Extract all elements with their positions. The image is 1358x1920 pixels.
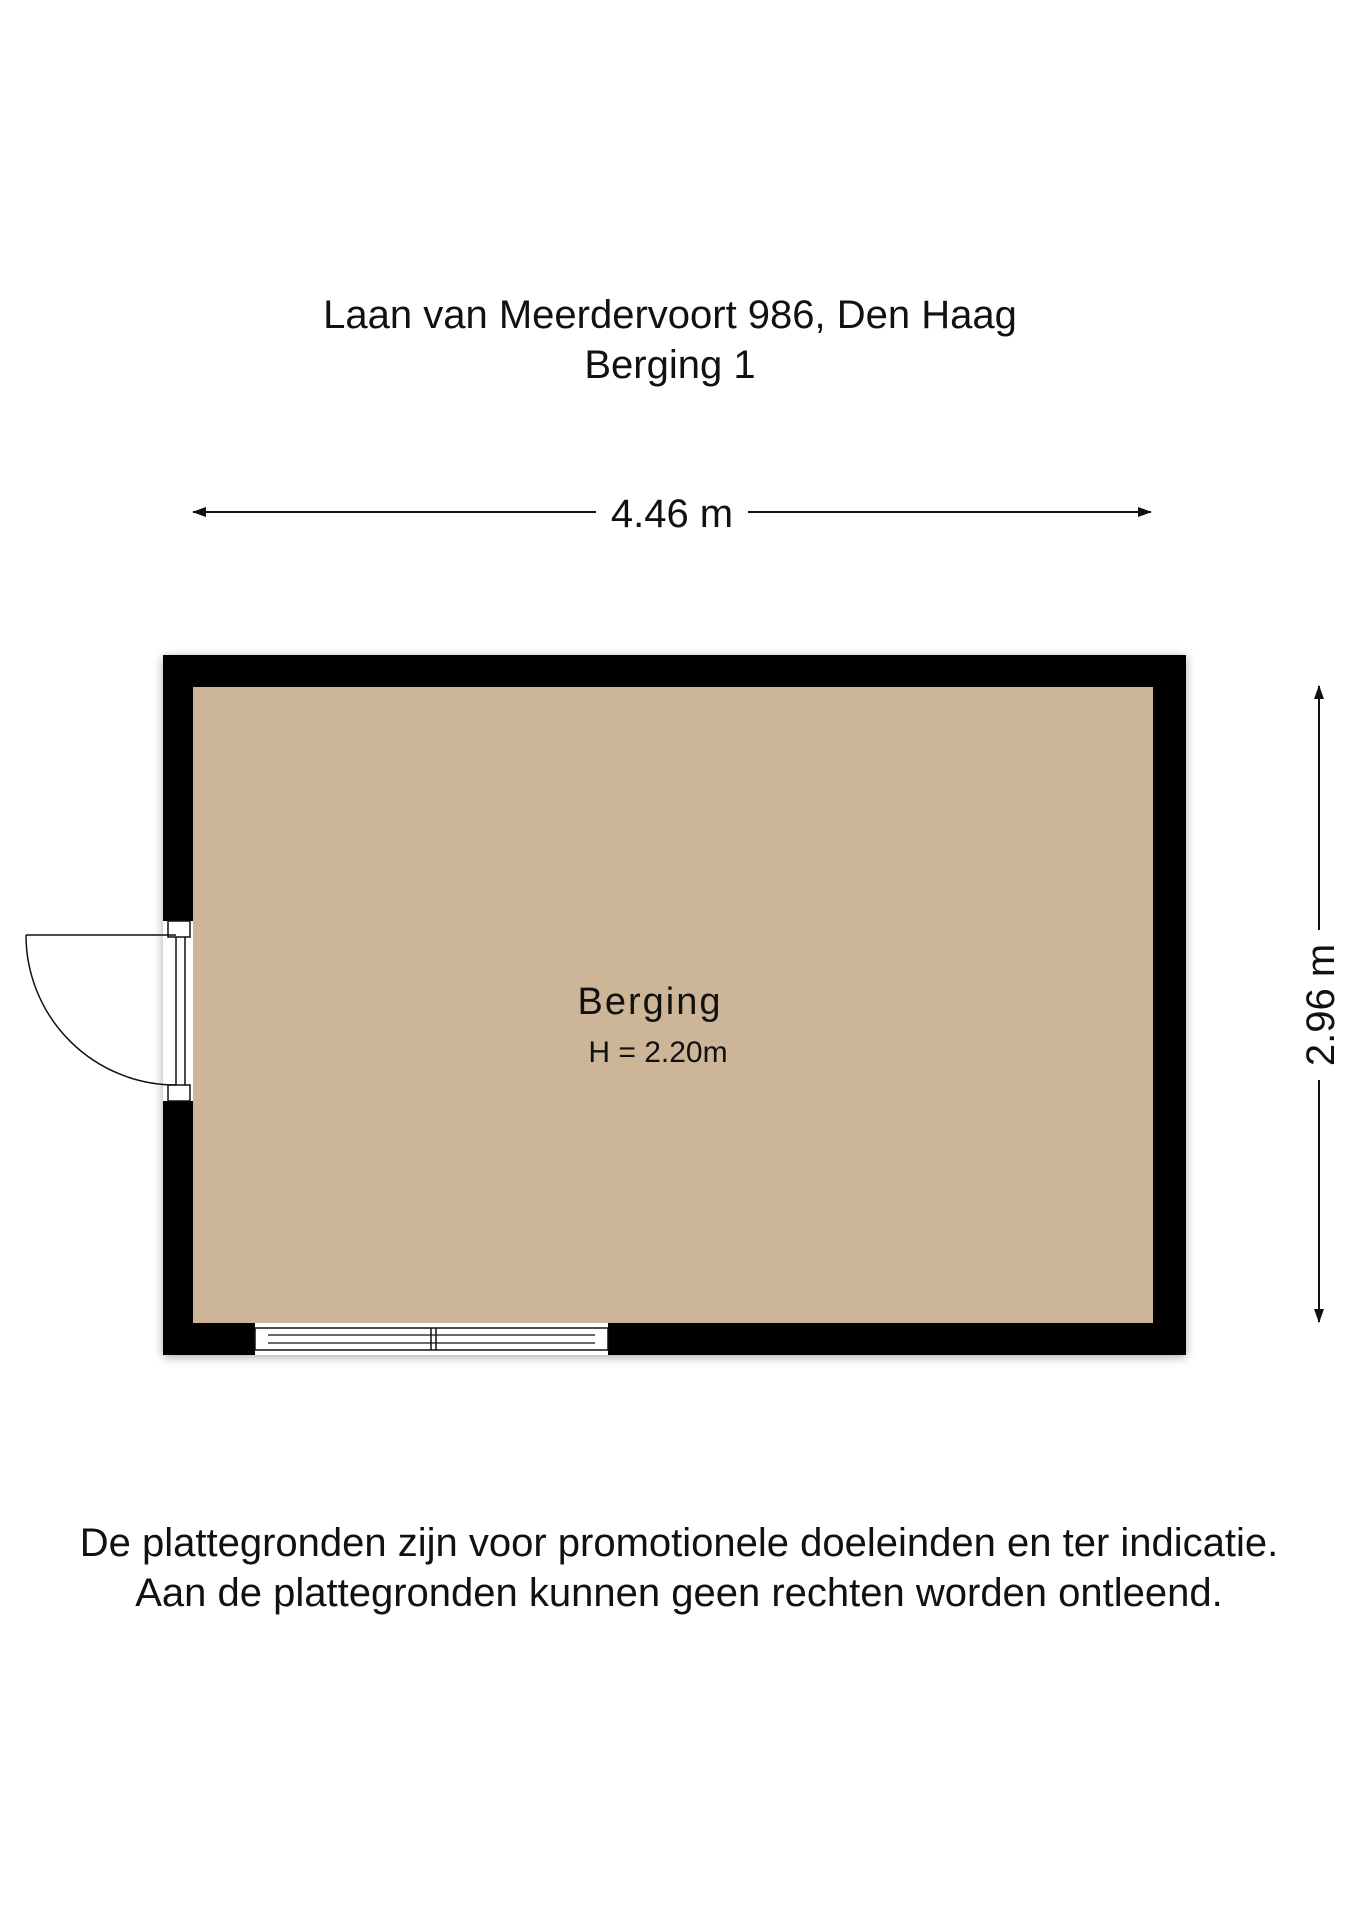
disclaimer-line-1: De plattegronden zijn voor promotionele doeleinden en ter indicatie. [79, 1521, 1279, 1565]
room-name: Berging [577, 981, 723, 1023]
door-swing-arc [26, 935, 176, 1085]
address-title: Laan van Meerdervoort 986, Den Haag [323, 293, 1017, 337]
window-bottom [255, 1323, 608, 1355]
width-dimension-label: 4.46 m [610, 492, 734, 536]
depth-dimension [1299, 686, 1343, 1322]
door-frame-bottom [168, 1085, 190, 1101]
room-height: H = 2.20m [588, 1036, 728, 1069]
unit-subtitle: Berging 1 [584, 343, 756, 387]
disclaimer-line-2: Aan de plattegronden kunnen geen rechten worden ontleend. [135, 1571, 1223, 1615]
width-dimension [193, 492, 1151, 536]
door-left [26, 921, 193, 1101]
disclaimer [0, 1518, 1358, 1618]
door-opening [163, 921, 193, 1101]
depth-dimension-label: 2.96 m [1299, 943, 1343, 1067]
